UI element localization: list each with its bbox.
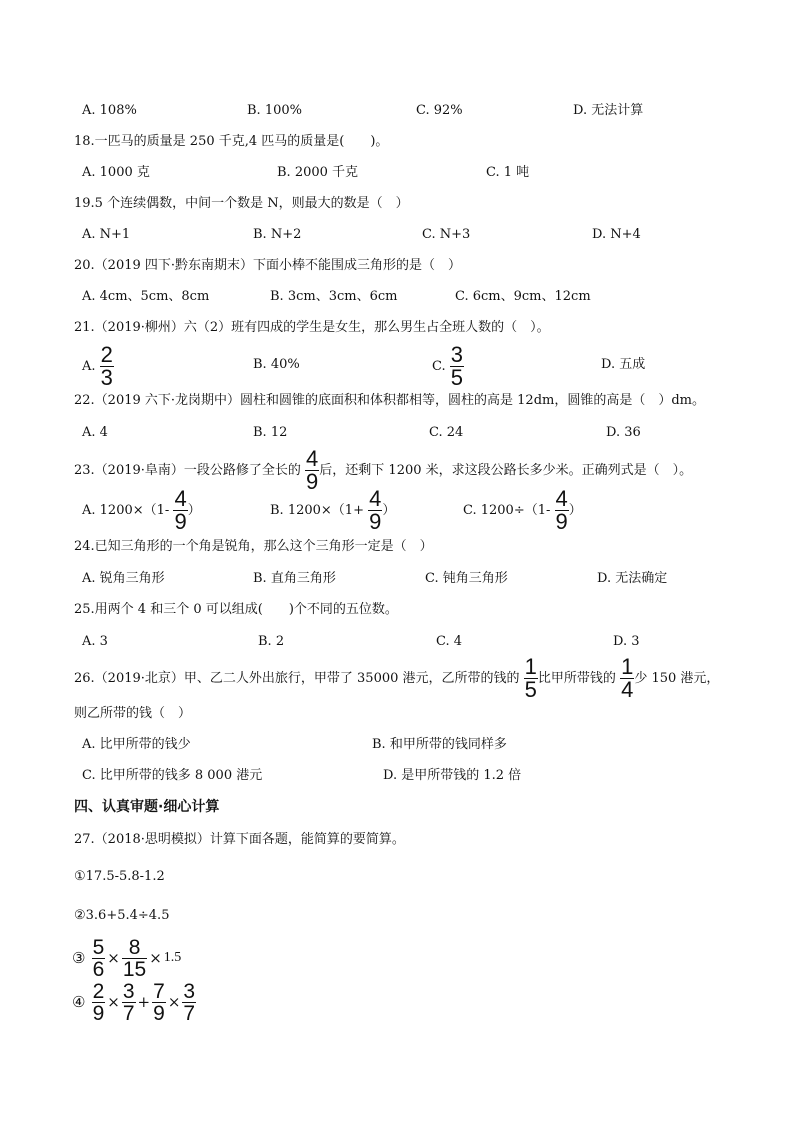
q18-option-a: A. 1000 克	[82, 165, 150, 180]
q25-option-d: D. 3	[613, 634, 640, 649]
fraction-denominator: 9	[555, 509, 568, 534]
q24-option-a: A. 锐角三角形	[82, 571, 165, 586]
q23-option-a-text: A. 1200×（1-	[82, 503, 170, 518]
fraction-denominator: 7	[183, 1001, 196, 1025]
q21-option-a	[82, 344, 114, 389]
q17-option-a: A. 108%	[82, 103, 137, 118]
q19-option-b: B. N+2	[253, 227, 302, 242]
q23-option-b-close: ）	[382, 503, 396, 518]
q17-option-c: C. 92%	[416, 103, 463, 118]
q24-option-b: B. 直角三角形	[253, 571, 336, 586]
fraction-denominator: 5	[524, 677, 537, 702]
q22-option-a: A. 4	[82, 425, 108, 440]
q26-option-b: B. 和甲所带的钱同样多	[372, 737, 507, 752]
fraction-denominator: 9	[306, 469, 319, 494]
q24-stem: 24.已知三角形的一个角是锐角，那么这个三角形一定是（ ）	[74, 539, 433, 554]
q23-stem	[74, 448, 692, 493]
fraction-denominator: 9	[174, 509, 187, 534]
fraction-numerator: 2	[92, 979, 105, 1003]
q27-item-3-tail: 1.5	[163, 950, 182, 965]
q19-option-c: C. N+3	[422, 227, 471, 242]
fraction-numerator: 2	[100, 342, 113, 367]
q20-option-b: B. 3cm、3cm、6cm	[270, 289, 398, 304]
q21-option-c-fraction	[450, 344, 464, 389]
fraction-numerator: 3	[183, 979, 196, 1003]
q26-stem-pre: 26.（2019·北京）甲、乙二人外出旅行，甲带了 35000 港元，乙所带的钱的	[74, 671, 520, 686]
q26-stem-post: 少 150 港元，	[634, 671, 720, 686]
item-marker: ③	[72, 949, 86, 967]
fraction-denominator: 4	[621, 677, 634, 702]
q19-option-d: D. N+4	[592, 227, 641, 242]
q23-option-c-text: C. 1200÷（1-	[463, 503, 551, 518]
times-sign: ×	[167, 993, 181, 1011]
fraction-denominator: 5	[450, 365, 464, 390]
fraction-numerator: 4	[174, 486, 187, 511]
q26-fraction-1	[524, 656, 538, 701]
q21-option-a-label: A.	[82, 359, 96, 374]
q20-stem: 20.（2019 四下·黔东南期末）下面小棒不能围成三角形的是（ ）	[74, 258, 462, 273]
fraction-denominator: 3	[100, 365, 113, 390]
fraction-numerator: 4	[369, 486, 382, 511]
q23-option-a-fraction	[173, 488, 187, 533]
q25-option-a: A. 3	[82, 634, 108, 649]
q26-option-c: C. 比甲所带的钱多 8 000 港元	[82, 768, 263, 783]
q21-option-c	[432, 344, 464, 389]
fraction-numerator: 4	[555, 486, 568, 511]
fraction-denominator: 9	[369, 509, 382, 534]
q26-option-a: A. 比甲所带的钱少	[82, 737, 191, 752]
q23-option-a	[82, 488, 201, 533]
q27-item-2: ②3.6+5.4÷4.5	[74, 908, 170, 923]
fraction-numerator: 7	[153, 979, 165, 1003]
q23-option-c-close: ）	[568, 503, 582, 518]
q18-stem: 18.一匹马的质量是 250 千克,4 匹马的质量是( )。	[74, 134, 389, 149]
q26-stem-mid: 比甲所带钱的	[537, 671, 616, 686]
q26-stem	[74, 656, 719, 701]
q23-option-b-text: B. 1200×（1+	[270, 503, 364, 518]
q23-stem-fraction	[305, 448, 319, 493]
fraction-numerator: 1	[524, 654, 537, 679]
q21-option-c-label: C.	[432, 359, 446, 374]
fraction-numerator: 8	[122, 937, 147, 959]
q23-stem-post: 后，还剩下 1200 米，求这段公路长多少米。正确列式是（ ）。	[319, 463, 693, 478]
q23-option-b	[270, 488, 395, 533]
q17-option-d: D. 无法计算	[573, 103, 644, 118]
item-marker: ④	[72, 993, 86, 1011]
q25-stem: 25.用两个 4 和三个 0 可以组成( )个不同的五位数。	[74, 602, 398, 617]
q26-option-d: D. 是甲所带钱的 1.2 倍	[383, 768, 522, 783]
q22-option-b: B. 12	[253, 425, 288, 440]
q27-item-3-fraction-1	[92, 937, 106, 980]
fraction-numerator: 5	[92, 935, 105, 959]
q27-item-3-fraction-2	[122, 937, 147, 980]
q19-stem: 19.5 个连续偶数，中间一个数是 N，则最大的数是（ ）	[74, 196, 409, 211]
q19-option-a: A. N+1	[82, 227, 131, 242]
q23-option-c-fraction	[555, 488, 569, 533]
times-sign: ×	[149, 949, 162, 967]
q26-fraction-2	[620, 656, 634, 701]
times-sign: ×	[107, 993, 120, 1011]
q23-stem-pre: 23.（2019·阜南）一段公路修了全长的	[74, 463, 301, 478]
q24-option-d: D. 无法确定	[597, 571, 668, 586]
q21-option-d: D. 五成	[601, 357, 646, 372]
q27-stem: 27.（2018·思明模拟）计算下面各题，能简算的要简算。	[74, 832, 405, 847]
q18-option-c: C. 1 吨	[486, 165, 530, 180]
q20-option-a: A. 4cm、5cm、8cm	[82, 289, 210, 304]
q23-option-a-close: ）	[187, 503, 201, 518]
q27-item-3	[72, 936, 181, 981]
fraction-numerator: 1	[621, 654, 634, 679]
section-title: 四、认真审题·细心计算	[74, 799, 220, 815]
q22-stem: 22.（2019 六下·龙岗期中）圆柱和圆锥的底面积和体积都相等，圆柱的高是 12dm，圆锥的高是（ ）dm。	[74, 393, 705, 408]
q27-item-1: ①17.5-5.8-1.2	[74, 869, 165, 884]
q17-option-b: B. 100%	[247, 103, 302, 118]
plus-sign: +	[137, 993, 151, 1011]
q23-option-b-fraction	[368, 488, 382, 533]
fraction-numerator: 3	[450, 342, 464, 367]
times-sign: ×	[107, 949, 120, 967]
fraction-numerator: 4	[306, 446, 319, 471]
q26-stem-line2: 则乙所带的钱（ ）	[74, 706, 192, 721]
q21-option-b: B. 40%	[253, 357, 300, 372]
q27-item-4-fraction-2	[122, 981, 136, 1024]
q25-option-b: B. 2	[258, 634, 285, 649]
fraction-denominator: 15	[122, 957, 147, 981]
q27-item-4	[72, 980, 196, 1025]
q27-item-4-fraction-4	[182, 981, 196, 1024]
q27-item-4-fraction-1	[92, 981, 106, 1024]
q24-option-c: C. 钝角三角形	[425, 571, 508, 586]
fraction-denominator: 9	[92, 1001, 105, 1025]
fraction-numerator: 3	[122, 979, 135, 1003]
q18-option-b: B. 2000 千克	[277, 165, 359, 180]
q20-option-c: C. 6cm、9cm、12cm	[455, 289, 591, 304]
fraction-denominator: 6	[92, 957, 105, 981]
q21-stem: 21.（2019·柳州）六（2）班有四成的学生是女生，那么男生占全班人数的（ ）。	[74, 320, 550, 335]
q22-option-c: C. 24	[429, 425, 464, 440]
q25-option-c: C. 4	[436, 634, 463, 649]
q23-option-c	[463, 488, 582, 533]
fraction-denominator: 7	[122, 1001, 135, 1025]
fraction-denominator: 9	[153, 1001, 165, 1025]
q27-item-4-fraction-3	[152, 981, 166, 1024]
q22-option-d: D. 36	[606, 425, 641, 440]
q21-option-a-fraction	[100, 344, 114, 389]
